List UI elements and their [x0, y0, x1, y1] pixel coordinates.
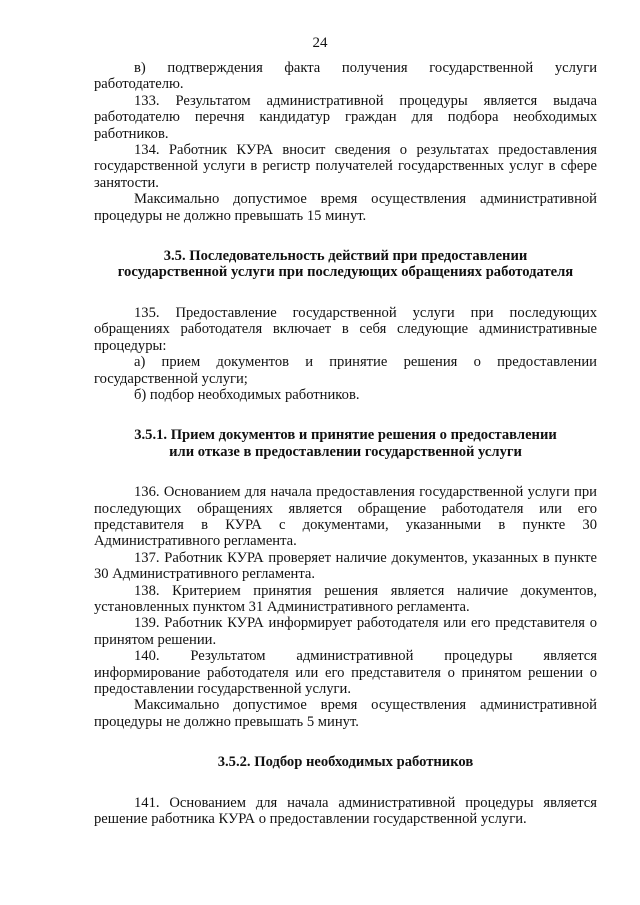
section-heading-3-5-2: 3.5.2. Подбор необходимых работников [217, 754, 474, 771]
paragraph-139: 139. Работник КУРА информирует работодателя или его представителя о принятом решении. [94, 615, 597, 648]
paragraph-max-time-15: Максимально допустимое время осуществления административной процедуры не должно превышать 15 минут. [94, 191, 597, 224]
paragraph-135: 135. Предоставление государственной услуги при последующих обращениях работодателя включает в себя следующие административные процедуры: [94, 304, 597, 354]
paragraph-max-time-5: Максимально допустимое время осуществления административной процедуры не должно превышать 5 минут. [94, 697, 597, 730]
paragraph-135-b: б) подбор необходимых работников. [134, 386, 360, 403]
paragraph-136: 136. Основанием для начала предоставления государственной услуги при последующих обращениях является обращение работодателя или его представителя в КУРА с документами, указанными в пункте 30 Административного регламента. [94, 484, 597, 550]
section-heading-3-5-line2: государственной услуги при последующих обращениях работодателя [117, 264, 574, 281]
paragraph-133: 133. Результатом административной процедуры является выдача работодателю перечня кандидатур граждан для подбора необходимых работников. [94, 92, 597, 142]
paragraph-v: в) подтверждения факта получения государственной услуги работодателю. [94, 60, 597, 93]
section-heading-3-5-1-line1: 3.5.1. Прием документов и принятие решения о предоставлении [134, 427, 557, 444]
page-number: 24 [312, 35, 328, 51]
section-heading-3-5-1-line2: или отказе в предоставлении государственной услуги [169, 443, 522, 460]
paragraph-135-a: а) прием документов и принятие решения о предоставлении государственной услуги; [94, 354, 597, 387]
section-heading-3-5 [94, 248, 597, 281]
section-heading-3-5-1 [94, 427, 597, 460]
paragraph-141: 141. Основанием для начала административной процедуры является решение работника КУРА о предоставлении государственной услуги. [94, 794, 597, 828]
section-heading-3-5-line1: 3.5. Последовательность действий при предоставлении [163, 248, 528, 265]
paragraph-140: 140. Результатом административной процедуры является информирование работодателя или его представителя о принятом решении о предоставлении государственной услуги. [94, 648, 597, 697]
paragraph-138: 138. Критерием принятия решения является наличие документов, установленных пунктом 31 Административного регламента. [94, 582, 597, 615]
paragraph-134: 134. Работник КУРА вносит сведения о результатах предоставления государственной услуги в регистр получателей государственных услуг в сфере занятости. [94, 142, 597, 191]
page-content [94, 60, 597, 827]
paragraph-137: 137. Работник КУРА проверяет наличие документов, указанных в пункте 30 Административного регламента. [94, 549, 597, 583]
